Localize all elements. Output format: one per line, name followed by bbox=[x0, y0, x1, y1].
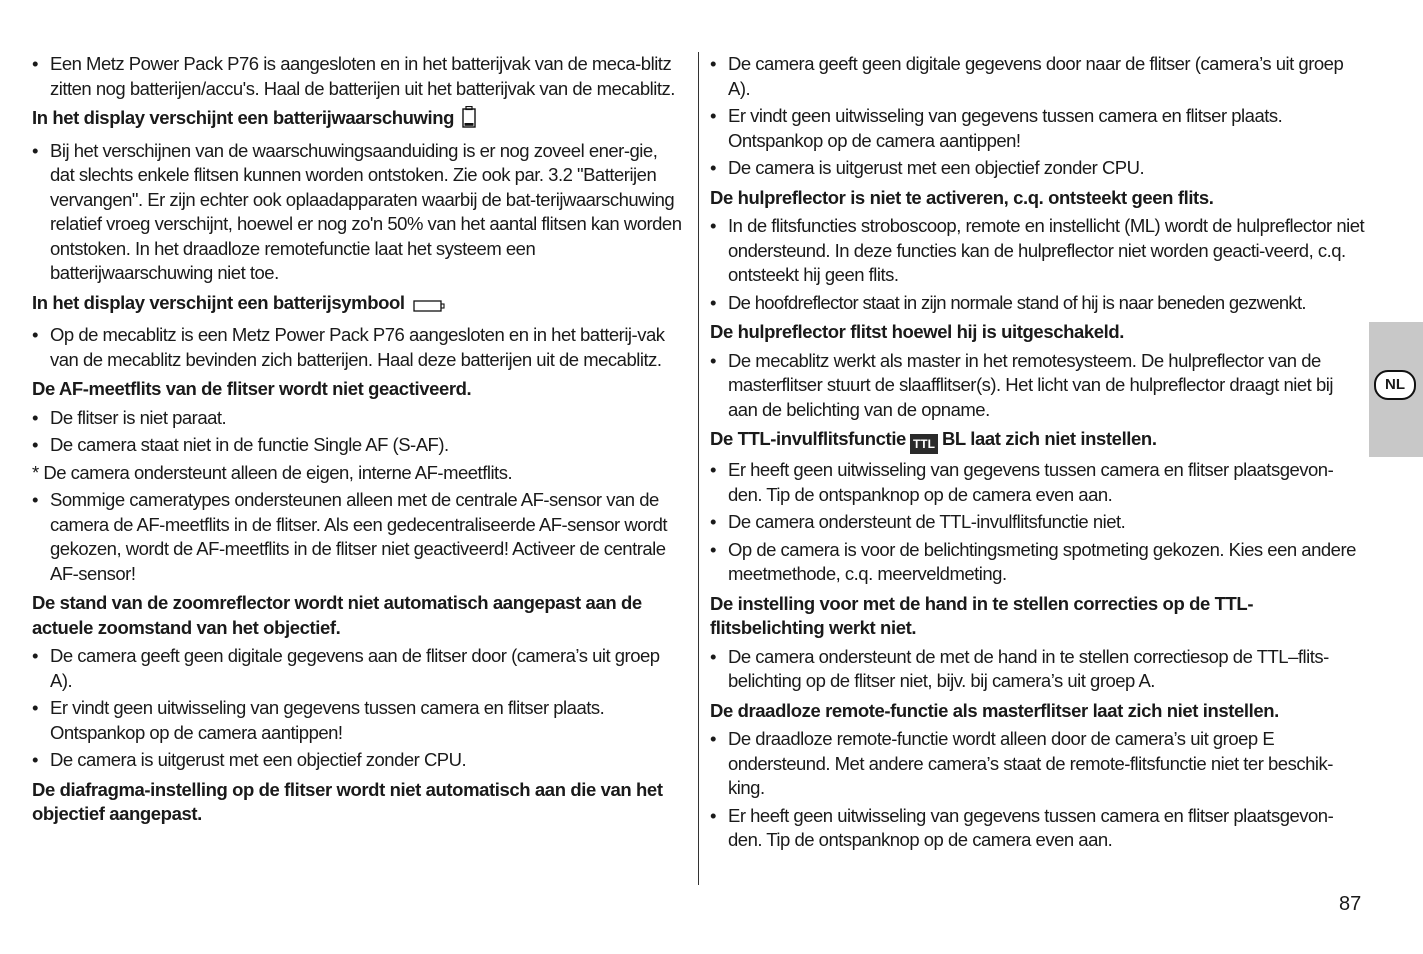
heading-text: De diafragma-instelling op de flitser wordt niet automatisch aan die van het objectief aangepast. bbox=[32, 778, 663, 824]
section-heading bbox=[710, 186, 1366, 211]
list-item-text: De camera is uitgerust met een objectief zonder CPU. bbox=[728, 157, 1145, 178]
list-item-text: Sommige cameratypes ondersteunen alleen met de centrale AF-sensor van de camera de AF-meetflits in de flitser. Als een gedecentraliseerde AF-sensor wordt gekozen, wordt de AF-meetflits in de flitser niet geactiveerd! Activeer de centrale AF-sensor! bbox=[50, 489, 668, 584]
list-item-text: Er heeft geen uitwisseling van gegevens tussen camera en flitser plaatsgevon-den. Tip de ontspanknop op de camera even aan. bbox=[728, 459, 1334, 505]
list-item bbox=[32, 696, 684, 745]
heading-text: De hulpreflector is niet te activeren, c.q. ontsteekt geen flits. bbox=[710, 186, 1214, 208]
list-item-text: Er heeft geen uitwisseling van gegevens tussen camera en flitser plaatsgevon-den. Tip de ontspanknop op de camera even aan. bbox=[728, 804, 1334, 850]
bullet-mark: • bbox=[710, 291, 716, 313]
list-item bbox=[710, 104, 1366, 153]
page-number: 87 bbox=[1339, 893, 1362, 915]
bullet-mark: • bbox=[710, 728, 716, 749]
list-item bbox=[710, 458, 1366, 507]
bullet-mark: • bbox=[32, 53, 38, 74]
heading-text: In het display verschijnt een batterijwaarschuwing bbox=[32, 107, 455, 128]
list-item bbox=[710, 349, 1366, 423]
list-item bbox=[710, 727, 1366, 801]
list-item-text: Er vindt geen uitwisseling van gegevens tussen camera en flitser plaats. Ontspankop op de camera aantippen! bbox=[50, 697, 605, 743]
bullet-mark: • bbox=[710, 105, 716, 126]
heading-text: De stand van de zoomreflector wordt niet automatisch aangepast aan de actuele zoomstand van het objectief. bbox=[32, 592, 642, 638]
list-item bbox=[710, 156, 1366, 181]
heading-text: De hulpreflector flitst hoewel hij is uitgeschakeld. bbox=[710, 321, 1125, 342]
section-heading bbox=[32, 778, 684, 827]
section-heading bbox=[32, 377, 684, 402]
list-item bbox=[710, 804, 1366, 853]
list-item-text: De camera ondersteunt de met de hand in te stellen correctiesop de TTL–flits-belichting op de flitser niet, bijv. bij camera’s uit groep A. bbox=[728, 645, 1329, 691]
list-item bbox=[32, 433, 684, 458]
list-item bbox=[32, 323, 684, 372]
list-item-text: De flitser is niet paraat. bbox=[50, 406, 227, 428]
list-item-text: Er vindt geen uitwisseling van gegevens tussen camera en flitser plaats. Ontspankop op de camera aantippen! bbox=[728, 105, 1283, 151]
right-column bbox=[710, 52, 1366, 856]
list-item bbox=[32, 52, 684, 101]
bullet-mark: • bbox=[32, 645, 38, 666]
bullet-mark: • bbox=[710, 215, 716, 236]
footnote bbox=[32, 461, 684, 486]
list-item-text: De camera ondersteunt de TTL-invulflitsfunctie niet. bbox=[728, 511, 1126, 532]
ttl-icon: TTL bbox=[910, 434, 938, 454]
list-item bbox=[710, 538, 1366, 587]
bullet-mark: • bbox=[710, 157, 716, 178]
heading-text: De draadloze remote-functie als masterflitser laat zich niet instellen. bbox=[710, 699, 1279, 721]
bullet-mark: • bbox=[32, 324, 38, 345]
bullet-mark: • bbox=[710, 459, 716, 480]
heading-text: In het display verschijnt een batterijsymbool bbox=[32, 291, 405, 313]
list-item bbox=[32, 644, 684, 693]
list-item bbox=[32, 748, 684, 773]
section-heading bbox=[710, 592, 1366, 641]
battery-warning-icon bbox=[462, 106, 476, 135]
list-item bbox=[32, 488, 684, 586]
list-item bbox=[710, 645, 1366, 694]
bullet-mark: • bbox=[710, 645, 716, 667]
list-item-text: De camera staat niet in de functie Single AF (S-AF). bbox=[50, 434, 449, 455]
list-item-text: In de flitsfuncties stroboscoop, remote en instellicht (ML) wordt de hulpreflector niet ondersteund. In deze functies kan de hulpreflector niet worden geacti-veerd, c.q. ontsteekt hij geen flits. bbox=[728, 215, 1365, 285]
section-heading bbox=[32, 291, 684, 320]
list-item bbox=[710, 510, 1366, 535]
bullet-mark: • bbox=[710, 804, 716, 826]
section-heading bbox=[32, 106, 684, 135]
list-item-text: De hoofdreflector staat in zijn normale stand of hij is naar beneden gezwenkt. bbox=[728, 291, 1306, 313]
list-item bbox=[710, 214, 1366, 288]
heading-text: De instelling voor met de hand in te stellen correcties op de TTL-flitsbelichting werkt niet. bbox=[710, 592, 1254, 638]
bullet-mark: • bbox=[32, 749, 38, 770]
list-item-text: De camera geeft geen digitale gegevens aan de flitser door (camera’s uit groep A). bbox=[50, 645, 660, 691]
list-item bbox=[710, 291, 1366, 316]
list-item-text: De mecablitz werkt als master in het remotesysteem. De hulpreflector van de masterflitser stuurt de slaafflitser(s). Het licht van de hulpreflector draagt niet bij aan de belichting van de opname. bbox=[728, 349, 1333, 420]
bullet-mark: • bbox=[710, 538, 716, 560]
footnote-text: * De camera ondersteunt alleen de eigen, interne AF-meetflits. bbox=[32, 461, 513, 483]
language-badge: NL bbox=[1374, 370, 1416, 400]
list-item bbox=[32, 406, 684, 431]
heading-text: De AF-meetflits van de flitser wordt niet geactiveerd. bbox=[32, 378, 472, 399]
bullet-mark: • bbox=[710, 53, 716, 74]
list-item bbox=[32, 139, 684, 286]
battery-empty-icon bbox=[413, 295, 445, 320]
bullet-mark: • bbox=[32, 697, 38, 718]
list-item-text: Op de mecablitz is een Metz Power Pack P76 aangesloten en in het batterij-vak van de mecablitz bevinden zich batterijen. Haal deze batterijen uit de mecablitz. bbox=[50, 324, 665, 370]
heading-text: De TTL-invulflitsfunctie bbox=[710, 428, 906, 449]
list-item-text: Bij het verschijnen van de waarschuwingsaanduiding is er nog zoveel ener-gie, dat slechts enkele flitsen kunnen worden ontstoken. Zie ook par. 3.2 "Batterijen vervangen". Er zijn echter ook oplaadapparaten waarbij de bat-terijwaarschuwing relatief vroeg verschijnt, hoewel er nog zo'n 50% van het aantal flitsen kan worden ontstoken. In het draadloze remotefunctie laat het systeem een batterijwaarschuwing niet toe. bbox=[50, 139, 682, 283]
list-item-text: De camera geeft geen digitale gegevens door naar de flitser (camera’s uit groep A). bbox=[728, 53, 1344, 99]
bullet-mark: • bbox=[32, 434, 38, 455]
list-item bbox=[710, 52, 1366, 101]
section-heading bbox=[32, 591, 684, 640]
list-item-text: De camera is uitgerust met een objectief zonder CPU. bbox=[50, 749, 467, 770]
left-column bbox=[32, 52, 684, 831]
bullet-mark: • bbox=[32, 406, 38, 428]
bullet-mark: • bbox=[710, 511, 716, 532]
section-heading bbox=[710, 427, 1366, 454]
section-heading bbox=[710, 320, 1366, 345]
section-heading bbox=[710, 699, 1366, 724]
language-tab bbox=[1369, 322, 1423, 457]
list-item-text: Een Metz Power Pack P76 is aangesloten en in het batterijvak van de meca-blitz zitten nog batterijen/accu's. Haal de batterijen uit het batterijvak van de mecablitz. bbox=[50, 53, 675, 99]
bullet-mark: • bbox=[710, 349, 716, 371]
heading-text: BL laat zich niet instellen. bbox=[941, 428, 1157, 449]
list-item-text: Op de camera is voor de belichtingsmeting spotmeting gekozen. Kies een andere meetmethode, c.q. meerveldmeting. bbox=[728, 538, 1356, 584]
column-divider bbox=[698, 52, 699, 885]
bullet-mark: • bbox=[32, 489, 38, 510]
list-item-text: De draadloze remote-functie wordt alleen door de camera’s uit groep E ondersteund. Met andere camera’s staat de remote-flitsfunctie niet ter beschik-king. bbox=[728, 728, 1333, 798]
bullet-mark: • bbox=[32, 139, 38, 161]
